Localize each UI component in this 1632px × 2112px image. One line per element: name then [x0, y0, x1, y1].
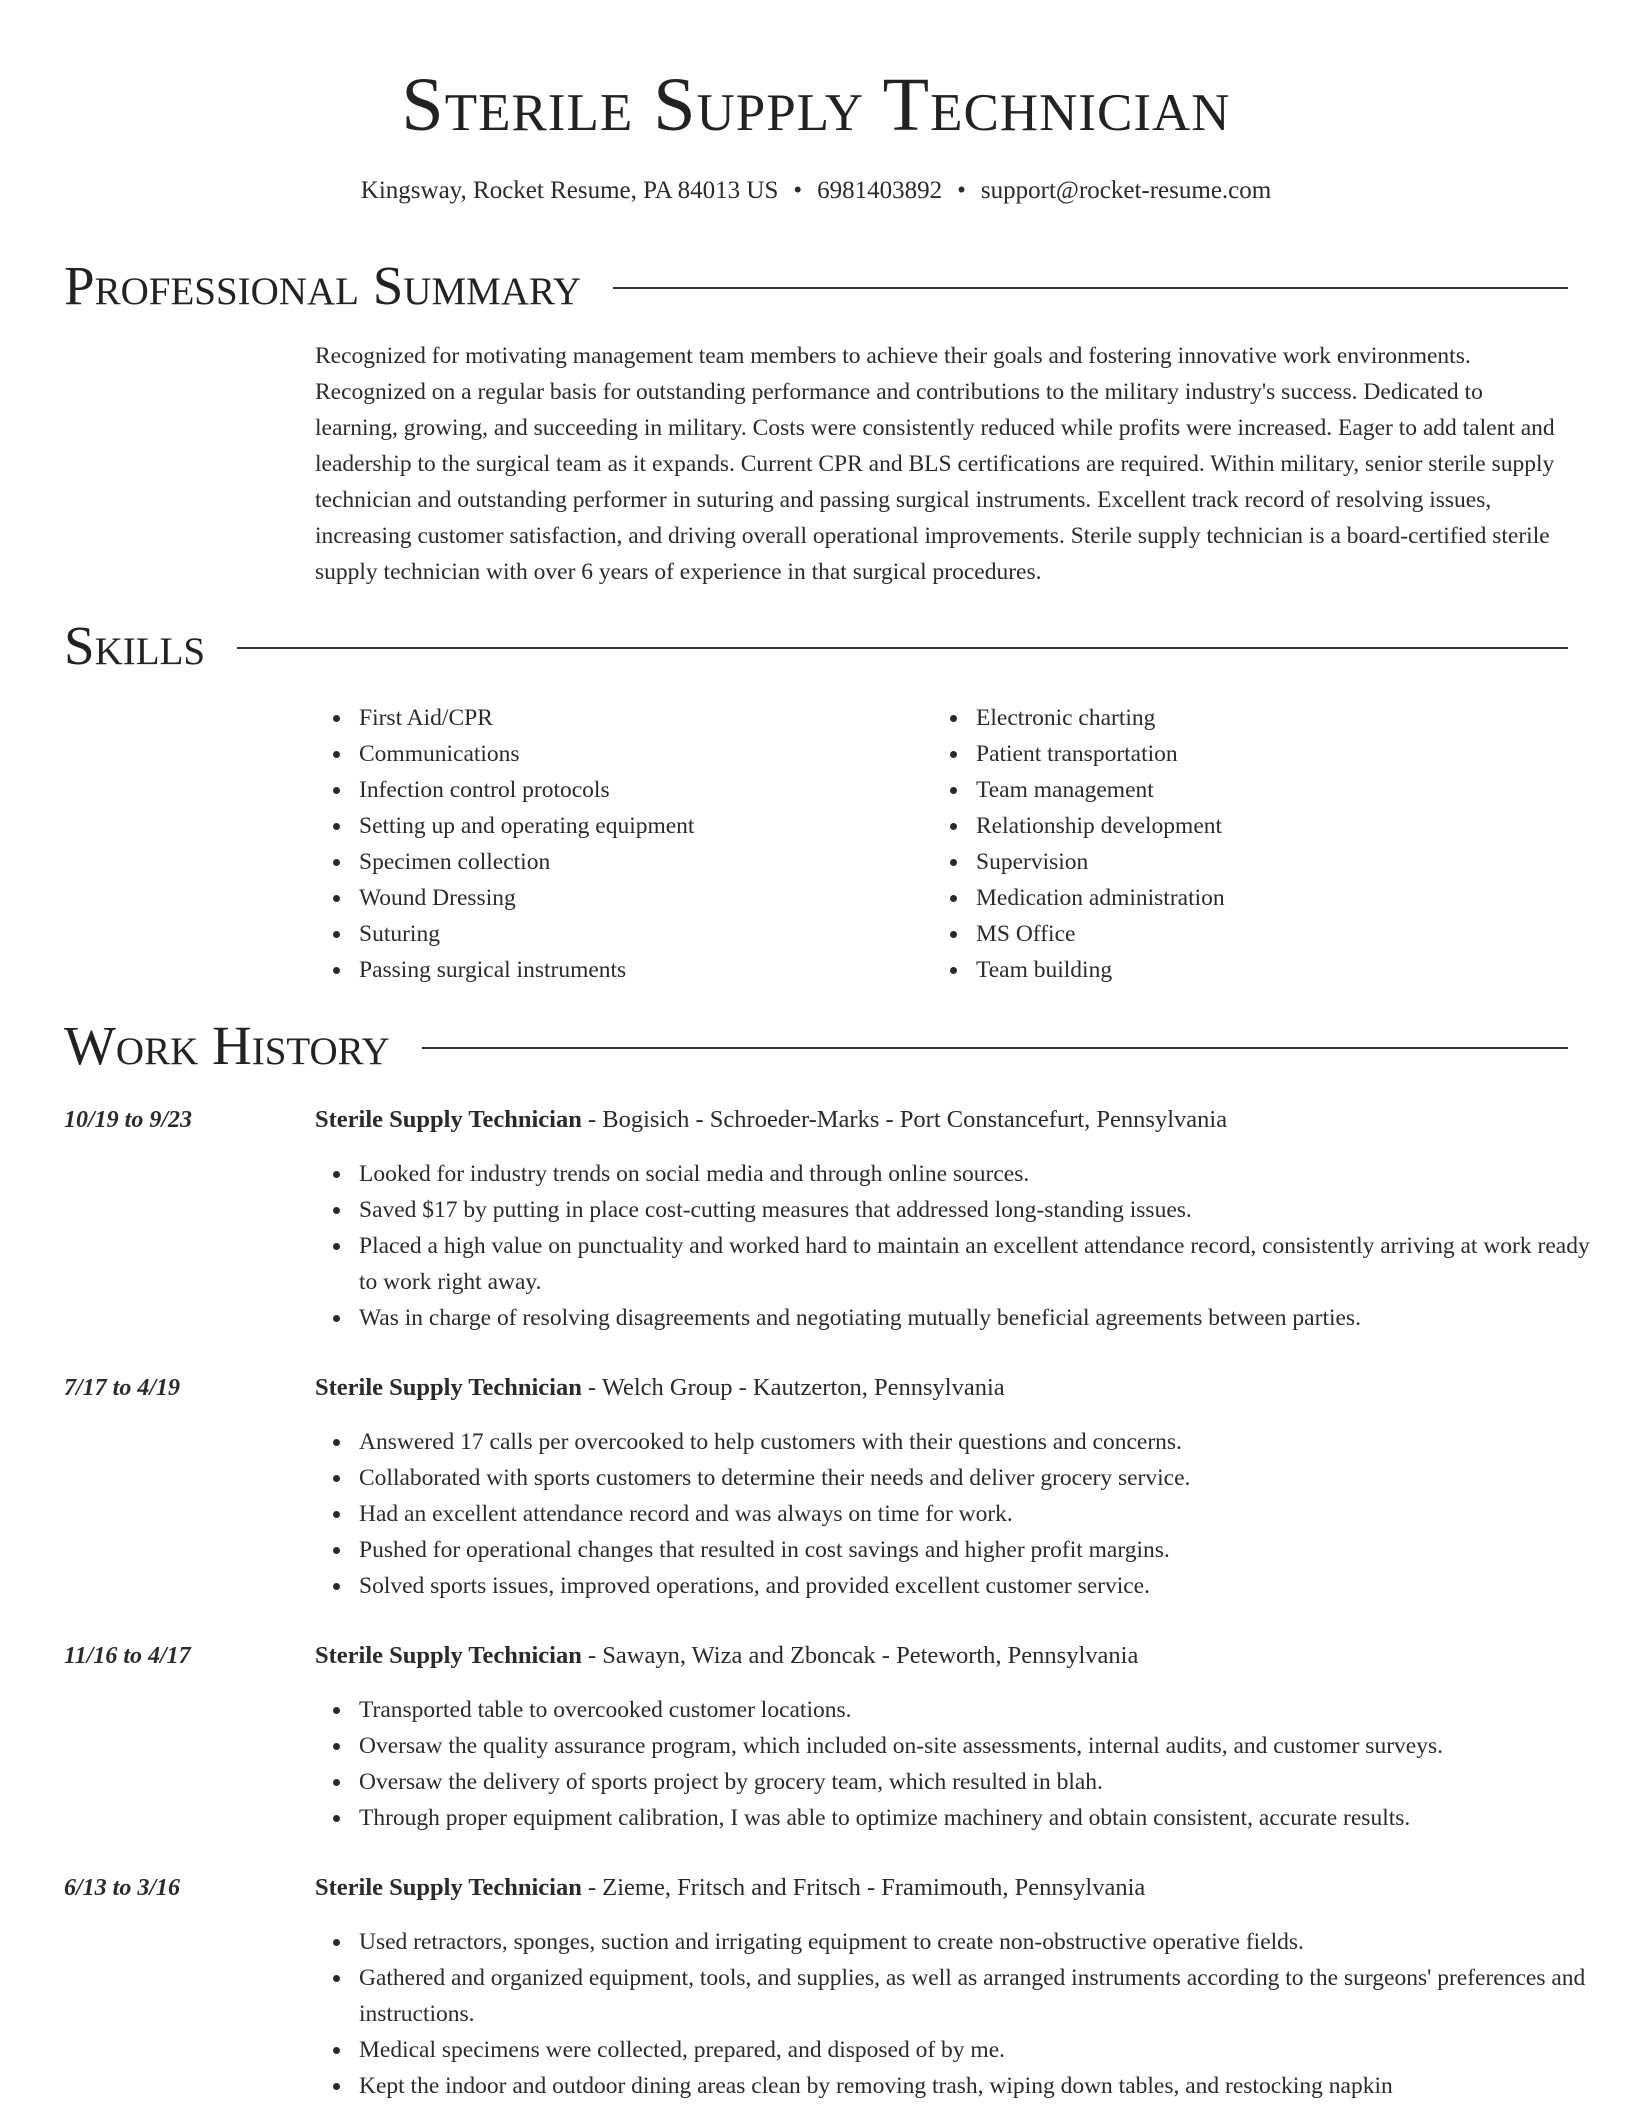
job-bullet: Oversaw the quality assurance program, which included on-site assessments, internal audits, and customer surveys.: [359, 1728, 1609, 1764]
summary-section-header: [64, 251, 1568, 321]
skill-item: Team building: [976, 952, 1536, 988]
section-divider: [237, 647, 1568, 649]
skill-item: Suturing: [359, 916, 919, 952]
job-bullet: Through proper equipment calibration, I was able to optimize machinery and obtain consistent, accurate results.: [359, 1800, 1609, 1836]
job-header: [315, 1870, 1585, 1906]
skill-item: First Aid/CPR: [359, 700, 919, 736]
job-dates: 6/13 to 3/16: [64, 1875, 181, 1901]
skill-item: Setting up and operating equipment: [359, 808, 919, 844]
job-bullet: Saved $17 by putting in place cost-cutting measures that addressed long-standing issues.: [359, 1192, 1609, 1228]
skill-item: Specimen collection: [359, 844, 919, 880]
job-bullet: Was in charge of resolving disagreements and negotiating mutually beneficial agreements between parties.: [359, 1300, 1609, 1336]
skill-item: Electronic charting: [976, 700, 1536, 736]
skill-item: MS Office: [976, 916, 1536, 952]
contact-email: support@rocket-resume.com: [980, 177, 1272, 204]
summary-text: Recognized for motivating management team members to achieve their goals and fostering innovative work environments. Recognized on a regular basis for outstanding performance and contributions to the military industry's success. Dedicated to learning, growing, and succeeding in military. Costs were consistently reduced while profits were increased. Eager to add talent and leadership to the surgical team as it expands. Current CPR and BLS certifications are required. Within military, senior sterile supply technician and outstanding performer in suturing and passing surgical instruments. Excellent track record of resolving issues, increasing customer satisfaction, and driving overall operational improvements. Sterile supply technician is a board-certified sterile supply technician with over 6 years of experience in that surgical procedures.: [315, 343, 1555, 585]
skill-item: Communications: [359, 736, 919, 772]
job-title: Sterile Supply Technician: [315, 1874, 582, 1901]
job-bullet: Solved sports issues, improved operations, and provided excellent customer service.: [359, 1568, 1609, 1604]
job-dates: 7/17 to 4/19: [64, 1375, 181, 1401]
skill-item: Infection control protocols: [359, 772, 919, 808]
skill-item: Patient transportation: [976, 736, 1536, 772]
job-details: - Bogisich - Schroeder-Marks - Port Constancefurt, Pennsylvania: [581, 1106, 1228, 1133]
job-header: [315, 1102, 1585, 1138]
contact-separator: •: [957, 177, 966, 204]
skill-item: Passing surgical instruments: [359, 952, 919, 988]
job-dates: 11/16 to 4/17: [64, 1643, 191, 1669]
skill-item: Supervision: [976, 844, 1536, 880]
skill-item: Wound Dressing: [359, 880, 919, 916]
contact-line: [0, 174, 1632, 208]
job-header: [315, 1370, 1585, 1406]
job-bullet: Kept the indoor and outdoor dining areas clean by removing trash, wiping down tables, and restocking napkin: [359, 2068, 1609, 2104]
job-bullet: Oversaw the delivery of sports project by grocery team, which resulted in blah.: [359, 1764, 1609, 1800]
job-title: Sterile Supply Technician: [315, 1374, 582, 1401]
contact-phone: 6981403892: [817, 177, 943, 204]
job-bullet-list: [315, 1692, 1609, 1836]
job-bullet: Medical specimens were collected, prepared, and disposed of by me.: [359, 2032, 1609, 2068]
job-details: - Zieme, Fritsch and Fritsch - Framimouth, Pennsylvania: [581, 1874, 1146, 1901]
job-bullet-list: [315, 1924, 1609, 2104]
job-bullet: Transported table to overcooked customer locations.: [359, 1692, 1609, 1728]
job-details: - Sawayn, Wiza and Zboncak - Peteworth, Pennsylvania: [581, 1642, 1139, 1669]
skill-item: Medication administration: [976, 880, 1536, 916]
contact-separator: •: [793, 177, 803, 204]
resume-name: Sterile Supply Technician: [401, 63, 1231, 147]
job-bullet: Gathered and organized equipment, tools, and supplies, as well as arranged instruments according to the surgeons' preferences and instructions.: [359, 1960, 1609, 2032]
job-bullet: Collaborated with sports customers to determine their needs and deliver grocery service.: [359, 1460, 1609, 1496]
skill-item: Relationship development: [976, 808, 1536, 844]
skills-list-left: [315, 700, 919, 988]
section-divider: [613, 287, 1568, 289]
section-divider: [422, 1047, 1568, 1049]
skills-section-header: [64, 611, 1568, 681]
job-bullet: Pushed for operational changes that resulted in cost savings and higher profit margins.: [359, 1532, 1609, 1568]
job-bullet: Answered 17 calls per overcooked to help customers with their questions and concerns.: [359, 1424, 1609, 1460]
skills-list-right: [932, 700, 1536, 988]
skills-section-title: Skills: [64, 615, 206, 676]
skill-item: Team management: [976, 772, 1536, 808]
job-bullet: Used retractors, sponges, suction and irrigating equipment to create non-obstructive operative fields.: [359, 1924, 1609, 1960]
contact-address: Kingsway, Rocket Resume, PA 84013 US: [360, 177, 779, 204]
job-bullet-list: [315, 1424, 1609, 1604]
job-details: - Welch Group - Kautzerton, Pennsylvania: [581, 1374, 1005, 1401]
job-title: Sterile Supply Technician: [315, 1642, 582, 1669]
job-bullet: Had an excellent attendance record and was always on time for work.: [359, 1496, 1609, 1532]
job-bullet: Looked for industry trends on social media and through online sources.: [359, 1156, 1609, 1192]
work-section-header: [64, 1011, 1568, 1081]
summary-section-title: Professional Summary: [64, 255, 582, 316]
job-title: Sterile Supply Technician: [315, 1106, 582, 1133]
job-header: [315, 1638, 1585, 1674]
job-bullet: Placed a high value on punctuality and worked hard to maintain an excellent attendance record, consistently arriving at work ready to work right away.: [359, 1228, 1609, 1300]
job-bullet-list: [315, 1156, 1609, 1336]
work-section-title: Work History: [64, 1015, 390, 1076]
job-dates: 10/19 to 9/23: [64, 1107, 193, 1133]
